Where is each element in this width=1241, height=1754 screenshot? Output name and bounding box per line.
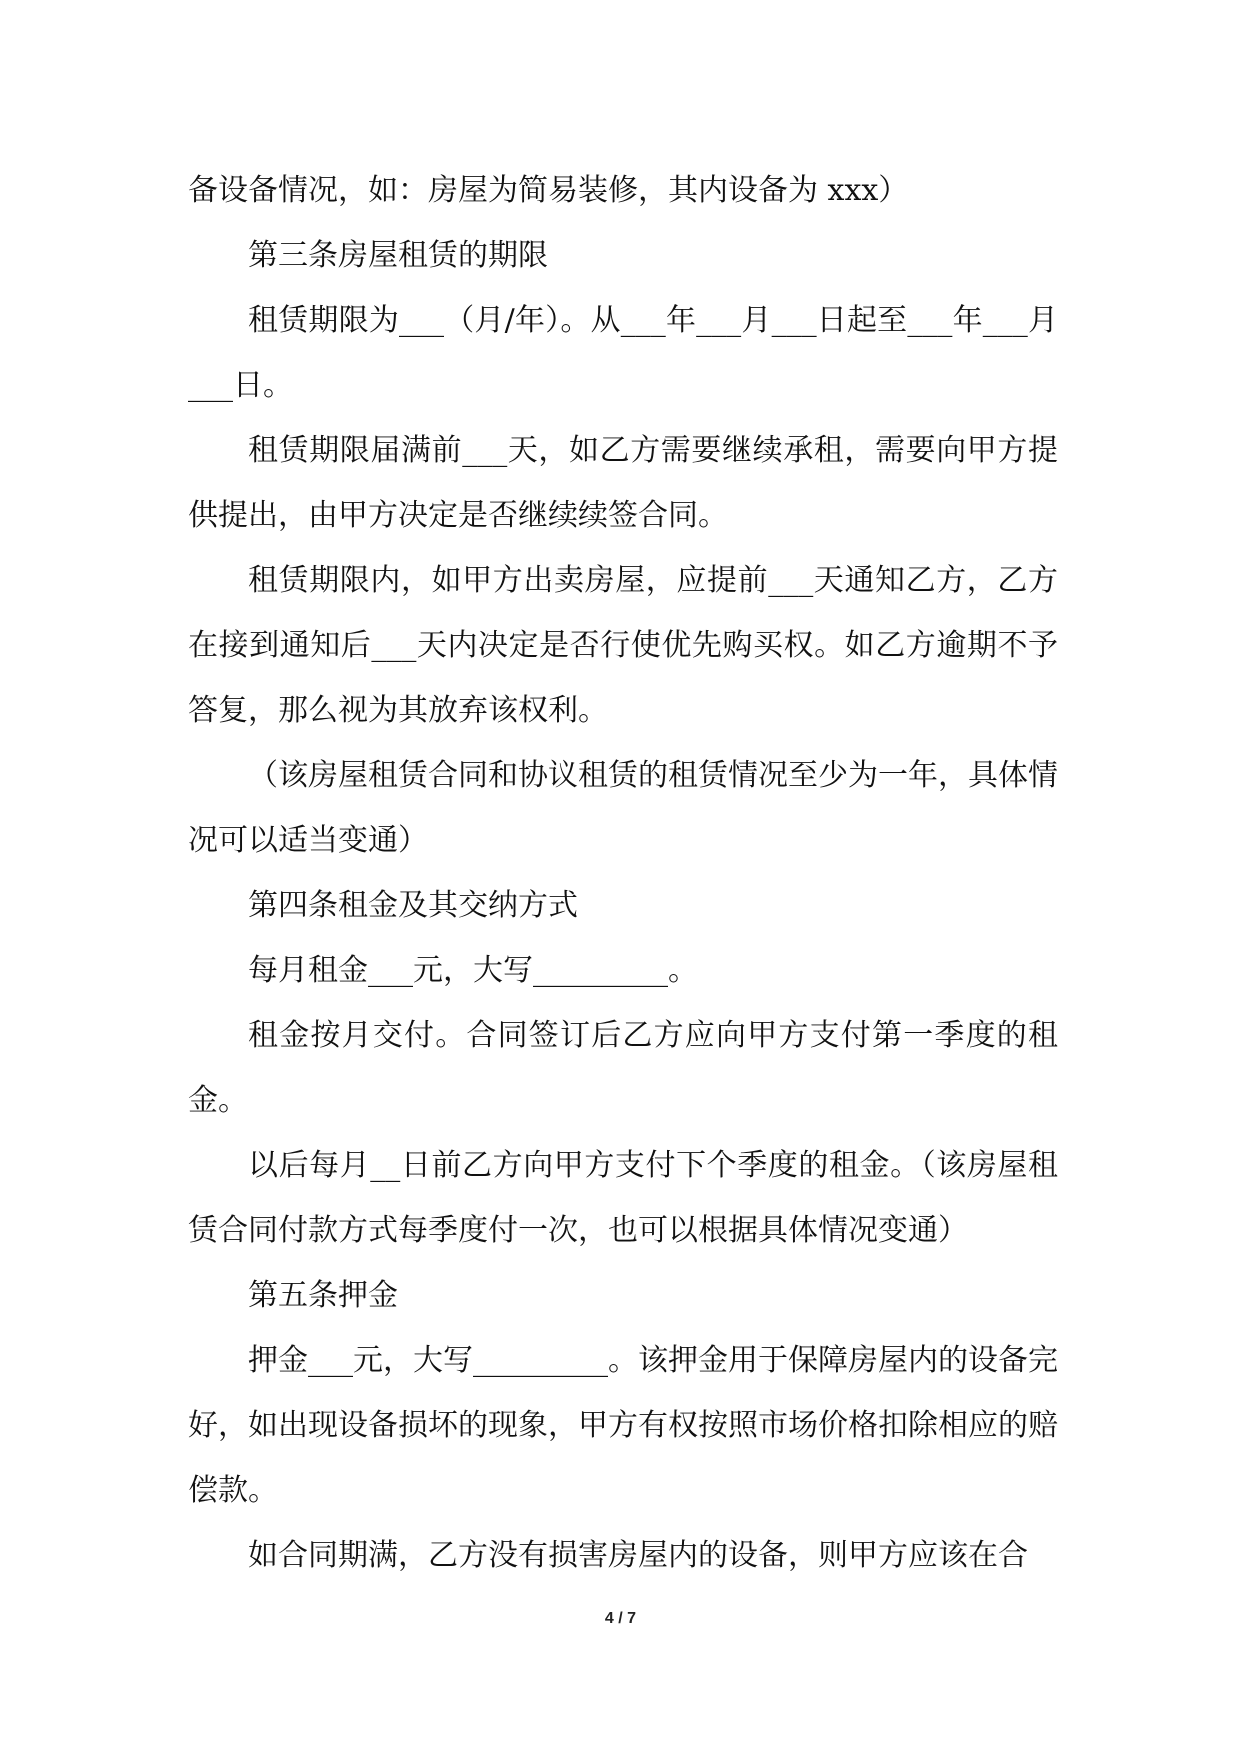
paragraph: 如合同期满，乙方没有损害房屋内的设备，则甲方应该在合 [248, 1538, 1028, 1573]
section-heading: 第四条租金及其交纳方式 [248, 888, 578, 923]
paragraph: （该房屋租赁合同和协议租赁的租赁情况至少为一年，具体情况可以适当变通） [188, 758, 1058, 858]
paragraph: 租赁期限为___（月/年）。从___年___月___日起至___年___月___日。 [188, 303, 1058, 403]
paragraph: 租赁期限内，如甲方出卖房屋，应提前___天通知乙方，乙方在接到通知后___天内决定是否行使优先购买权。如乙方逾期不予答复，那么视为其放弃该权利。 [188, 563, 1058, 728]
document-body [188, 158, 1058, 1588]
paragraph: 押金___元，大写_________。该押金用于保障房屋内的设备完好，如出现设备损坏的现象，甲方有权按照市场价格扣除相应的赔偿款。 [188, 1343, 1058, 1508]
page-number: 4 / 7 [604, 1610, 637, 1627]
paragraph: 租金按月交付。合同签订后乙方应向甲方支付第一季度的租金。 [188, 1018, 1058, 1118]
paragraph: 以后每月__日前乙方向甲方支付下个季度的租金。（该房屋租赁合同付款方式每季度付一次，也可以根据具体情况变通） [188, 1148, 1058, 1248]
paragraph: 租赁期限届满前___天，如乙方需要继续承租，需要向甲方提供提出，由甲方决定是否继续续签合同。 [188, 433, 1058, 533]
section-heading: 第三条房屋租赁的期限 [248, 238, 548, 273]
paragraph: 每月租金___元，大写_________。 [248, 953, 698, 988]
section-heading: 第五条押金 [248, 1278, 398, 1313]
paragraph: 备设备情况，如：房屋为简易装修，其内设备为 xxx） [188, 173, 909, 208]
